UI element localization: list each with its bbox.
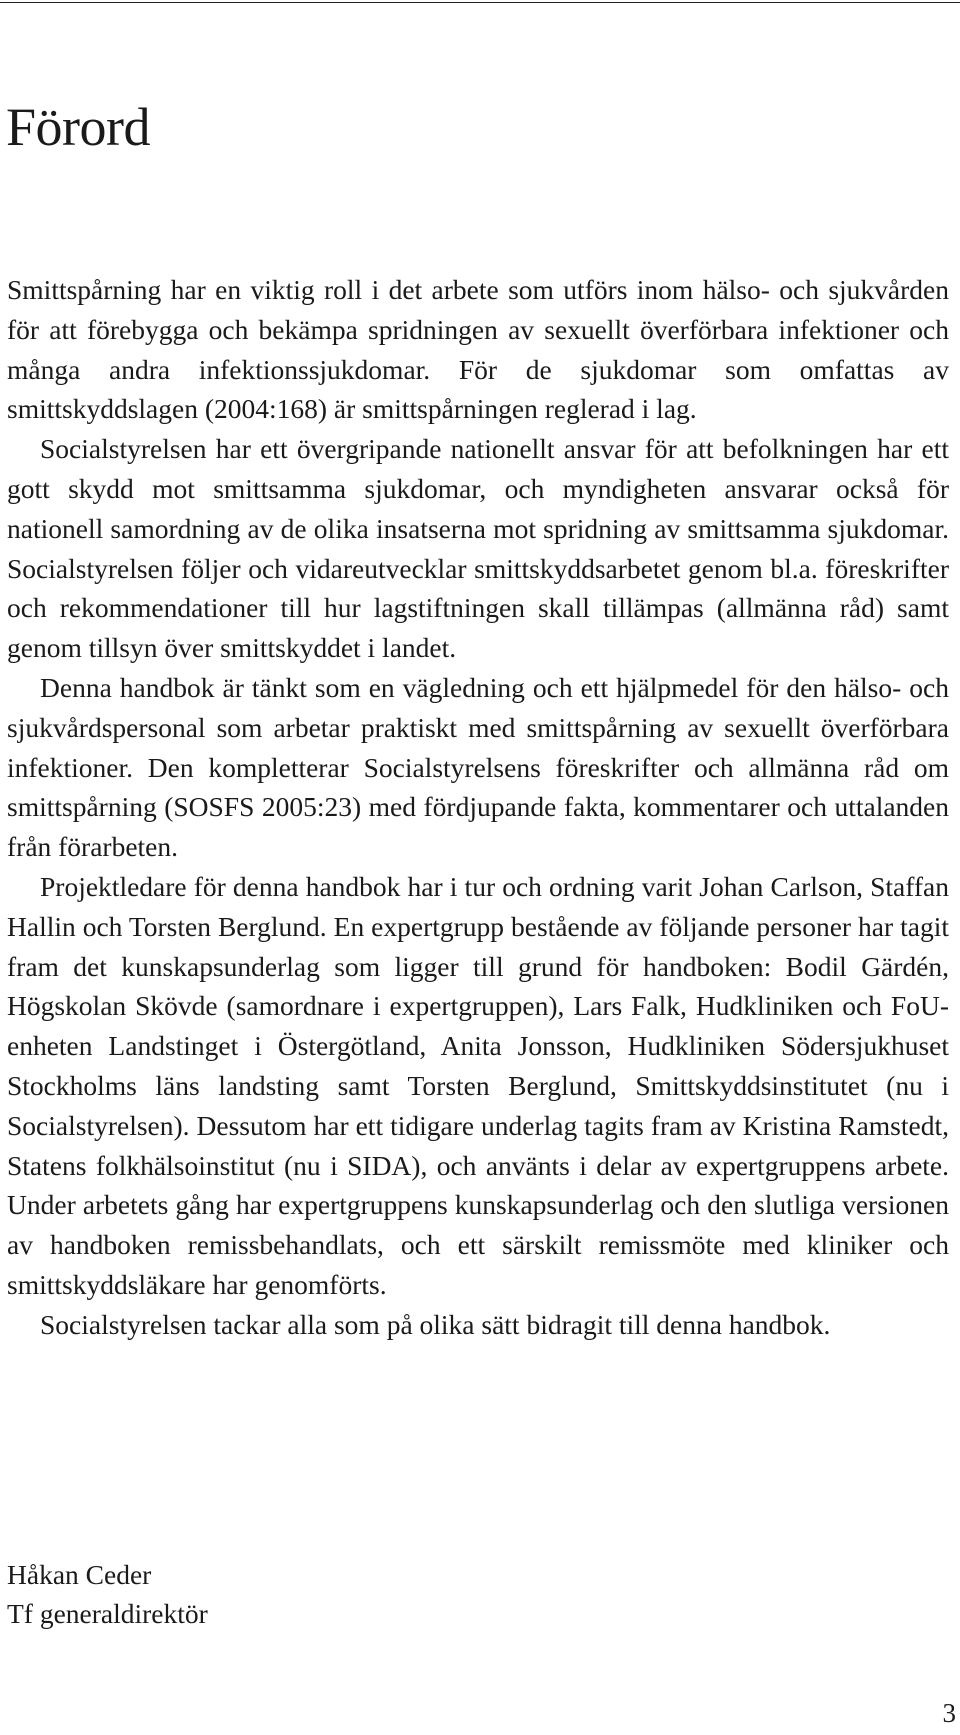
signature-block [7, 1555, 208, 1633]
paragraph-project: Projektledare för denna handbok har i tur och ordning varit Johan Carlson, Staffan Hallin och Torsten Berglund. En expertgrupp bestående av följande personer har tagit fram det kunskapsunderlag som ligger till grund för handboken: Bodil Gärdén, Högskolan Skövde (samordnare i expertgruppen), Lars Falk, Hudkliniken och FoU-enheten Landstinget i Östergötland, Anita Jonsson, Hudkliniken Södersjukhuset Stockholms läns landsting samt Torsten Berglund, Smittskyddsinstitutet (nu i Socialstyrelsen). Dessutom har ett tidigare underlag tagits fram av Kristina Ramstedt, Statens folkhälsoinstitut (nu i SIDA), och använts i delar av expertgruppens arbete. Under arbetets gång har expertgruppens kunskapsunderlag och den slutliga versionen av handboken remissbehandlats, och ett särskilt remissmöte med kliniker och smittskyddsläkare har genomförts. [7, 870, 949, 1300]
signature-title: Tf generaldirektör [7, 1598, 208, 1629]
paragraph-socialstyrelsen: Socialstyrelsen har ett övergripande nationellt ansvar för att befolkningen har ett gott skydd mot smittsamma sjukdomar, och myndigheten ansvarar också för nationell samordning av de olika insatserna mot spridning av smittsamma sjukdomar. Socialstyrelsen följer och vidareutvecklar smittskyddsarbetet genom bl.a. föreskrifter och rekommendationer till hur lagstiftningen skall tillämpas (allmänna råd) samt genom tillsyn över smittskyddet i landet. [7, 433, 949, 664]
signature-name: Håkan Ceder [7, 1559, 152, 1590]
paragraph-handbook: Denna handbok är tänkt som en vägledning och ett hjälpmedel för den hälso- och sjukvårdspersonal som arbetar praktiskt med smittspårning av sexuellt överförbara infektioner. Den kompletterar Socialstyrelsens föreskrifter och allmänna råd om smittspårning (SOSFS 2005:23) med fördjupande fakta, kommentarer och uttalanden från förarbeten. [7, 671, 949, 863]
paragraph-intro: Smittspårning har en viktig roll i det arbete som utförs inom hälso- och sjukvården för att förebygga och bekämpa spridningen av sexuellt överförbara infektioner och många andra infektionssjukdomar. För de sjukdomar som omfattas av smittskyddslagen (2004:168) är smittspårningen reglerad i lag. [7, 274, 949, 425]
body-text [7, 270, 949, 1345]
top-rule [0, 2, 960, 3]
page-number: 3 [942, 1698, 956, 1728]
page-title: Förord [6, 97, 150, 157]
paragraph-thanks: Socialstyrelsen tackar alla som på olika sätt bidragit till denna handbok. [40, 1308, 831, 1340]
